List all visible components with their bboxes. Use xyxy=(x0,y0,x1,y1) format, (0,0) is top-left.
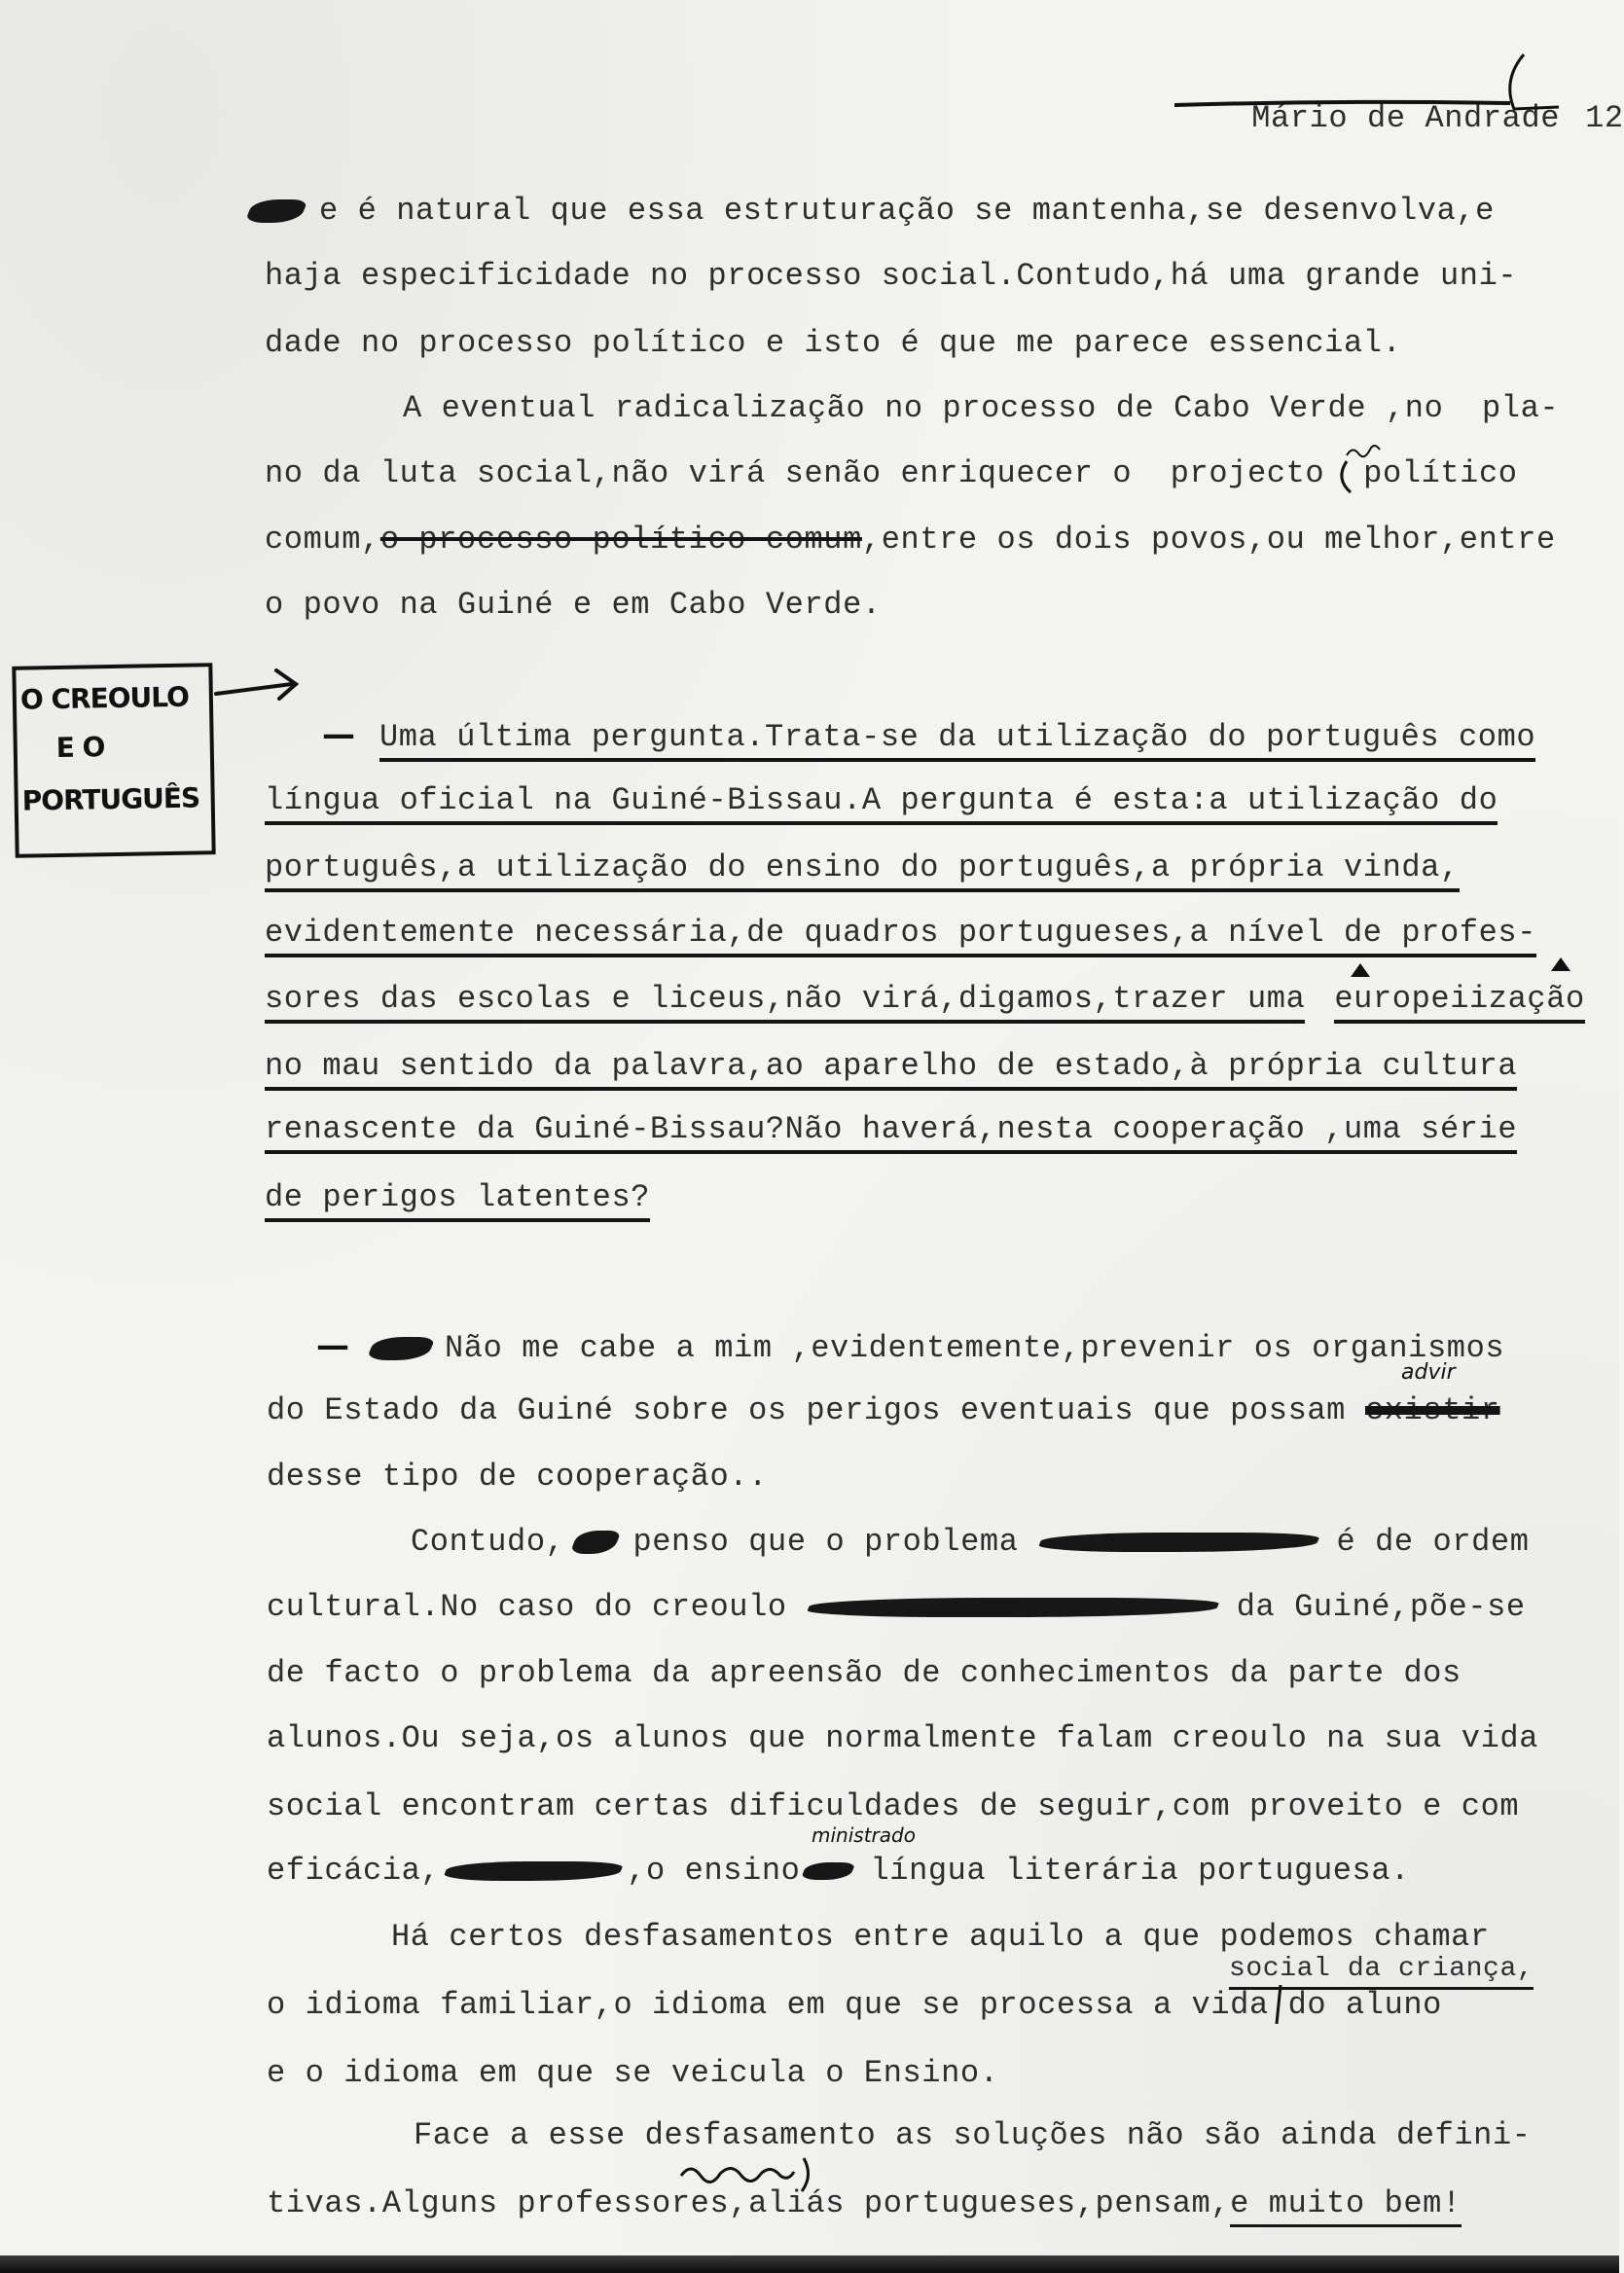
text-line xyxy=(265,521,1556,559)
author-name: Mário de Andrade xyxy=(1251,100,1561,136)
text-line: desse tipo de cooperação.. xyxy=(267,1459,768,1495)
text-line xyxy=(265,1178,650,1217)
underlined-text: no mau sentido da palavra,ao aparelho de estado,à própria cultura xyxy=(265,1048,1517,1091)
text-line xyxy=(322,715,1535,757)
underlined-text: português,a utilização do ensino do português,a própria vinda, xyxy=(265,849,1460,892)
text-line: Face a esse desfasamento as soluções não são ainda defini- xyxy=(414,2117,1532,2153)
underlined-text: sores das escolas e liceus,não virá,digamos,trazer uma xyxy=(265,981,1305,1024)
text-line xyxy=(265,848,1460,887)
scribbled-out-phrase xyxy=(1035,1533,1320,1552)
line-text: é de ordem xyxy=(1336,1524,1530,1560)
line-text: no da luta social,não virá senão enriquecer o projecto xyxy=(265,455,1325,491)
caret-mark xyxy=(1351,963,1370,977)
scribbled-out-word xyxy=(442,1861,625,1881)
text-line: social encontram certas dificuldades de seguir,com proveito e com xyxy=(267,1788,1520,1824)
line-text: cultural.No caso do creoulo xyxy=(267,1589,787,1625)
handwritten-insertion: advir xyxy=(1401,1360,1456,1385)
line-text: da Guiné,põe-se xyxy=(1236,1589,1526,1625)
text-line: alunos.Ou seja,os alunos que normalmente falam creoulo na sua vida xyxy=(267,1720,1539,1756)
underlined-text: Uma última pergunta.Trata-se da utilização do português como xyxy=(379,719,1535,762)
line-text: eficácia, xyxy=(267,1853,441,1889)
line-text: Não me cabe a mim ,evidentemente,prevenir os organismos xyxy=(445,1330,1505,1366)
underlined-text: renascente da Guiné-Bissau?Não haverá,nesta cooperação ,uma série xyxy=(265,1111,1517,1154)
arrow-icon xyxy=(216,670,296,699)
text-line xyxy=(265,781,1498,820)
text-line xyxy=(265,980,1585,1019)
line-text: ,entre os dois povos,ou melhor,entre xyxy=(861,522,1556,558)
text-line: haja especificidade no processo social.Contudo,há uma grande uni- xyxy=(265,258,1518,294)
handwritten-insertion: ministrado xyxy=(812,1823,916,1847)
text-line xyxy=(267,2184,1462,2223)
text-line xyxy=(267,1852,1410,1891)
margin-note-line: PORTUGUÊS xyxy=(21,781,200,817)
line-text: ,o ensino xyxy=(627,1853,801,1889)
margin-note-line: O CREOULO xyxy=(19,680,190,716)
text-line xyxy=(265,1047,1517,1086)
underlined-text: de perigos latentes? xyxy=(265,1179,650,1222)
text-line xyxy=(265,454,1518,493)
line-text: penso que o problema xyxy=(632,1524,1019,1560)
underlined-text: evidentemente necessária,de quadros portugueses,a nível de profes- xyxy=(265,915,1536,957)
underlined-text: língua oficial na Guiné-Bissau.A pergunta é esta:a utilização do xyxy=(265,782,1498,825)
page-header xyxy=(1174,60,1624,177)
text-line: o povo na Guiné e em Cabo Verde. xyxy=(265,587,882,623)
struck-text: existir xyxy=(1364,1392,1500,1428)
line-text: língua literária portuguesa. xyxy=(870,1853,1410,1889)
text-line xyxy=(411,1523,1530,1562)
text-line: A eventual radicalização no processo de Cabo Verde ,no pla- xyxy=(403,390,1560,426)
text-line xyxy=(267,1391,1500,1430)
line-text: Contudo, xyxy=(411,1524,565,1560)
underlined-text: europeiização xyxy=(1334,981,1584,1024)
text-line xyxy=(265,914,1536,953)
text-line xyxy=(316,1326,1504,1368)
margin-note-line: E O xyxy=(55,731,105,765)
dialogue-dash: — xyxy=(316,1326,350,1365)
line-text: político xyxy=(1363,455,1518,491)
inserted-text xyxy=(1229,1954,1534,1985)
text-line xyxy=(249,192,1495,231)
scribbled-out-word xyxy=(570,1531,623,1554)
struck-text: o processo político comum xyxy=(379,522,862,558)
scan-bottom-edge xyxy=(0,2255,1619,2273)
text-line xyxy=(265,1110,1517,1149)
line-text: e é natural que essa estruturação se mantenha,se desenvolva,e xyxy=(319,193,1495,229)
underlined-text: social da criança, xyxy=(1229,1954,1534,1990)
scribbled-out-word xyxy=(244,199,308,223)
text-line: o idioma familiar,o idioma em que se processa a vida do aluno xyxy=(267,1987,1442,2023)
line-text: comum, xyxy=(265,522,380,558)
text-line: de facto o problema da apreensão de conhecimentos da parte dos xyxy=(267,1655,1462,1691)
scribbled-out-phrase xyxy=(805,1598,1221,1617)
text-line: Há certos desfasamentos entre aquilo a que podemos chamar xyxy=(391,1919,1490,1955)
line-text: tivas.Alguns professores,aliás portugueses,pensam, xyxy=(267,2185,1231,2221)
text-line: e o idioma em que se veicula o Ensino. xyxy=(267,2055,999,2091)
text-line: dade no processo político e isto é que me parece essencial. xyxy=(265,325,1402,361)
page-number: 12 xyxy=(1585,100,1624,136)
scribbled-out-word xyxy=(801,1862,856,1880)
margin-note-box xyxy=(12,663,215,858)
line-text: do Estado da Guiné sobre os perigos eventuais que possam xyxy=(267,1392,1346,1428)
scribbled-out-word xyxy=(366,1337,436,1360)
caret-mark xyxy=(1551,957,1570,971)
dialogue-dash: — xyxy=(322,715,356,754)
text-line xyxy=(267,1588,1526,1627)
underlined-text: e muito bem! xyxy=(1230,2185,1462,2227)
